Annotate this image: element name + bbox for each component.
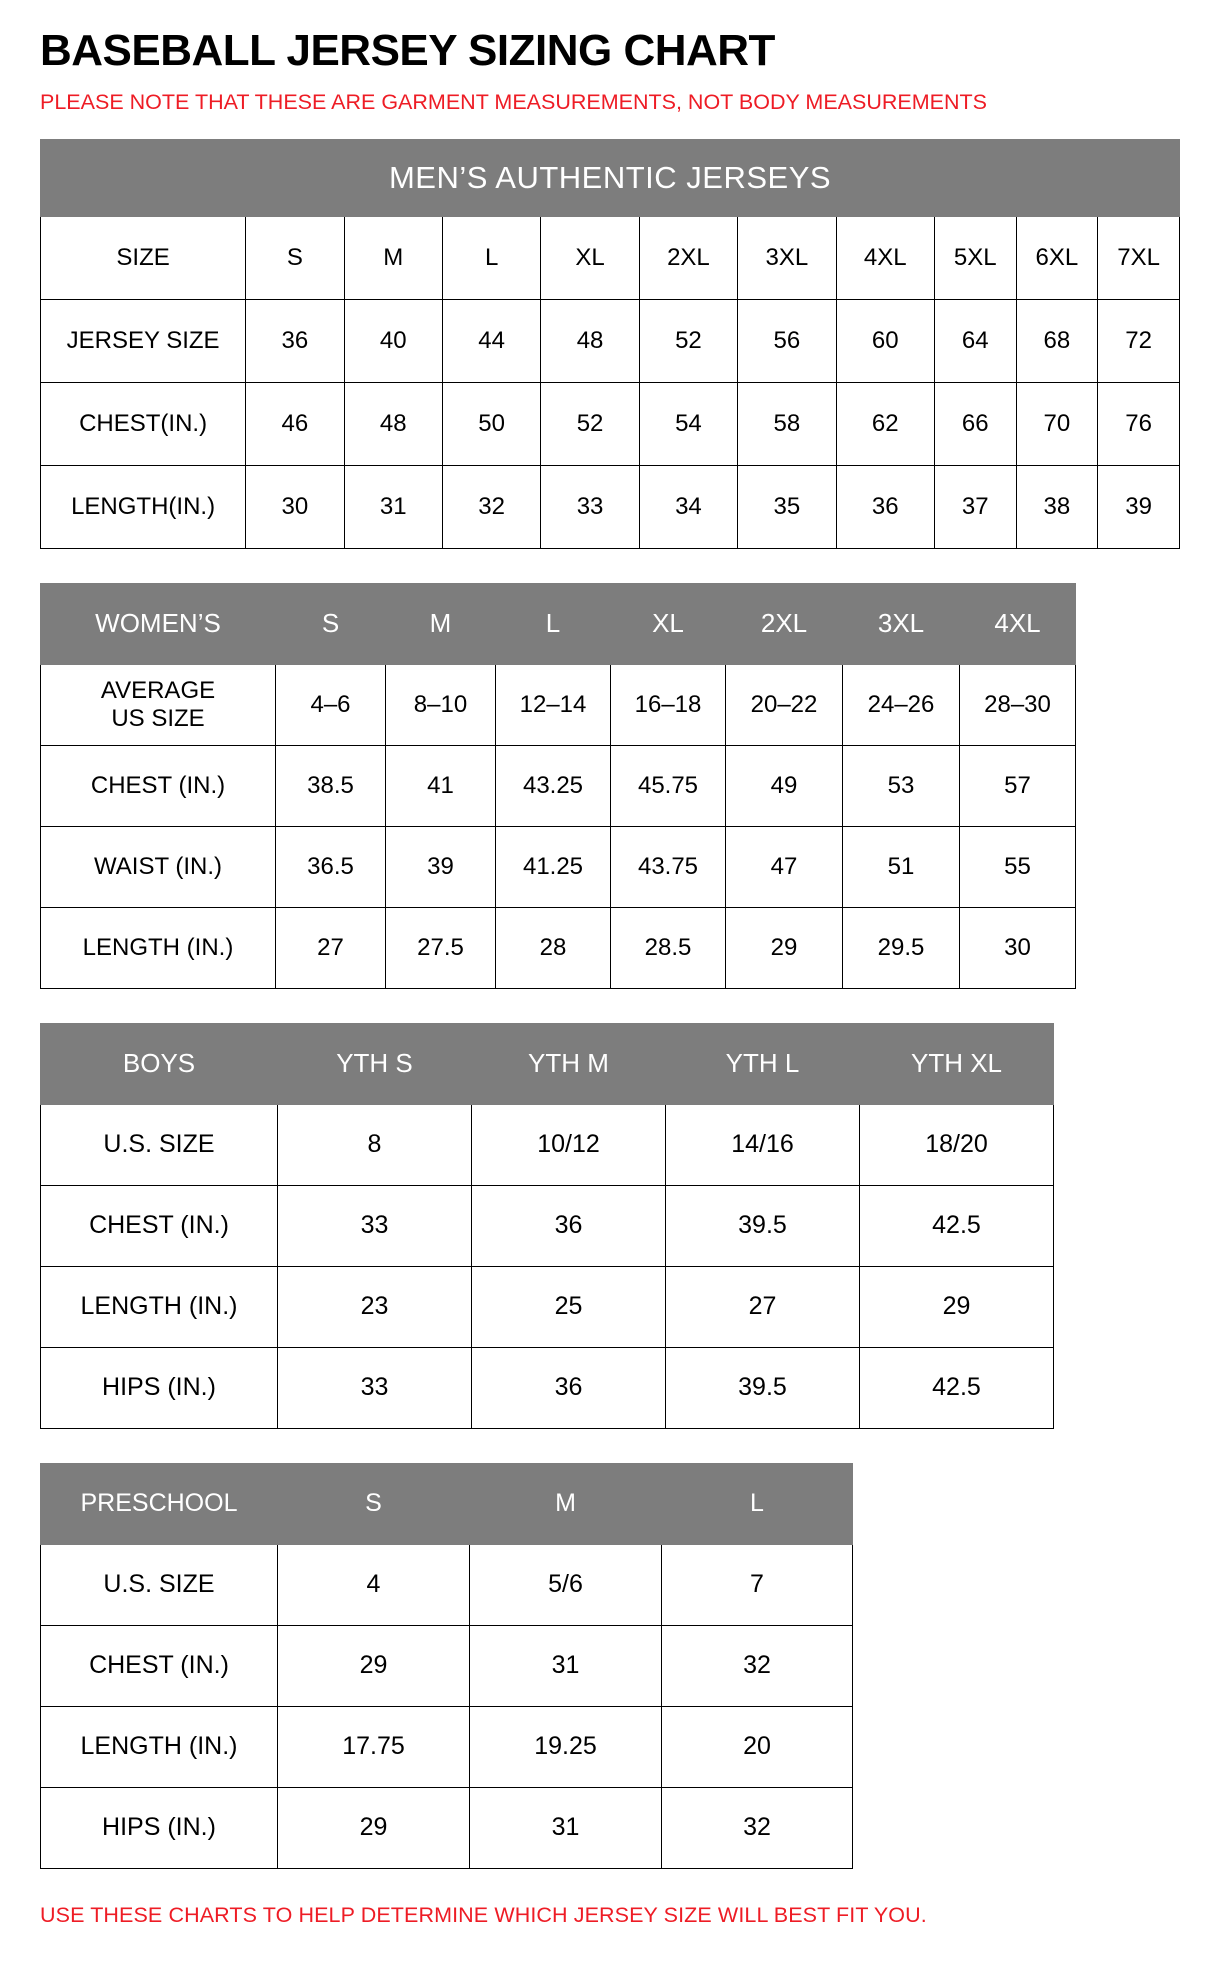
preschool-chest-1: 31 (470, 1625, 662, 1706)
mens-length-2: 32 (442, 465, 540, 548)
mens-chest-6: 62 (836, 382, 934, 465)
table-row (41, 1463, 853, 1544)
womens-row-label-line2: US SIZE (111, 704, 205, 732)
mens-size-7xl: 7XL (1098, 216, 1180, 299)
boys-us-size-0: 8 (278, 1104, 472, 1185)
table-row (41, 465, 1180, 548)
womens-us-size-5: 24–26 (843, 664, 960, 745)
mens-jersey-size-0: 36 (246, 299, 344, 382)
boys-size-yth-m: YTH M (472, 1023, 666, 1104)
mens-jersey-size-5: 56 (738, 299, 836, 382)
boys-chest-2: 39.5 (666, 1185, 860, 1266)
preschool-chest-0: 29 (278, 1625, 470, 1706)
womens-size-l: L (496, 583, 611, 664)
mens-size-xl: XL (541, 216, 639, 299)
preschool-chest-2: 32 (662, 1625, 853, 1706)
womens-sizing-table (40, 583, 1076, 989)
mens-size-s: S (246, 216, 344, 299)
table-row (41, 1625, 853, 1706)
womens-chest-6: 57 (960, 745, 1076, 826)
boys-hips-2: 39.5 (666, 1347, 860, 1428)
womens-size-2xl: 2XL (726, 583, 843, 664)
womens-size-3xl: 3XL (843, 583, 960, 664)
mens-size-2xl: 2XL (639, 216, 737, 299)
preschool-hips-1: 31 (470, 1787, 662, 1868)
preschool-size-m: M (470, 1463, 662, 1544)
womens-us-size-2: 12–14 (496, 664, 611, 745)
womens-length-4: 29 (726, 907, 843, 988)
mens-jersey-size-3: 48 (541, 299, 639, 382)
garment-measurement-note: PLEASE NOTE THAT THESE ARE GARMENT MEASUREMENTS, NOT BODY MEASUREMENTS (40, 90, 987, 115)
womens-size-4xl: 4XL (960, 583, 1076, 664)
mens-size-6xl: 6XL (1016, 216, 1098, 299)
womens-chest-3: 45.75 (611, 745, 726, 826)
womens-waist-5: 51 (843, 826, 960, 907)
womens-row-label-waist: WAIST (IN.) (41, 826, 276, 907)
womens-waist-3: 43.75 (611, 826, 726, 907)
mens-length-1: 31 (344, 465, 442, 548)
womens-row-label-length: LENGTH (IN.) (41, 907, 276, 988)
preschool-header-label: PRESCHOOL (41, 1463, 278, 1544)
womens-header-label: WOMEN’S (41, 583, 276, 664)
boys-size-yth-s: YTH S (278, 1023, 472, 1104)
womens-waist-6: 55 (960, 826, 1076, 907)
womens-us-size-3: 16–18 (611, 664, 726, 745)
mens-row-label-jersey-size: JERSEY SIZE (41, 299, 246, 382)
mens-chest-0: 46 (246, 382, 344, 465)
womens-length-6: 30 (960, 907, 1076, 988)
boys-chest-3: 42.5 (860, 1185, 1054, 1266)
mens-length-9: 39 (1098, 465, 1180, 548)
boys-length-1: 25 (472, 1266, 666, 1347)
mens-row-label-size: SIZE (41, 216, 246, 299)
preschool-length-1: 19.25 (470, 1706, 662, 1787)
preschool-us-size-1: 5/6 (470, 1544, 662, 1625)
boys-header-label: BOYS (41, 1023, 278, 1104)
preschool-hips-0: 29 (278, 1787, 470, 1868)
boys-chest-1: 36 (472, 1185, 666, 1266)
womens-length-1: 27.5 (386, 907, 496, 988)
table-row (41, 1787, 853, 1868)
table-row (41, 299, 1180, 382)
preschool-row-label-chest: CHEST (IN.) (41, 1625, 278, 1706)
mens-jersey-size-9: 72 (1098, 299, 1180, 382)
table-row (41, 382, 1180, 465)
table-row (41, 583, 1076, 664)
table-row (41, 1347, 1054, 1428)
boys-us-size-2: 14/16 (666, 1104, 860, 1185)
boys-hips-1: 36 (472, 1347, 666, 1428)
mens-chest-3: 52 (541, 382, 639, 465)
mens-banner: MEN’S AUTHENTIC JERSEYS (41, 139, 1180, 216)
boys-row-label-hips: HIPS (IN.) (41, 1347, 278, 1428)
table-row (41, 1185, 1054, 1266)
page-title: BASEBALL JERSEY SIZING CHART (40, 26, 775, 75)
table-row (41, 1104, 1054, 1185)
boys-length-2: 27 (666, 1266, 860, 1347)
womens-us-size-4: 20–22 (726, 664, 843, 745)
boys-size-yth-xl: YTH XL (860, 1023, 1054, 1104)
boys-hips-3: 42.5 (860, 1347, 1054, 1428)
preschool-us-size-0: 4 (278, 1544, 470, 1625)
boys-us-size-1: 10/12 (472, 1104, 666, 1185)
womens-chest-5: 53 (843, 745, 960, 826)
mens-chest-2: 50 (442, 382, 540, 465)
table-row (41, 139, 1180, 216)
womens-chest-2: 43.25 (496, 745, 611, 826)
table-row (41, 664, 1076, 745)
womens-us-size-1: 8–10 (386, 664, 496, 745)
mens-jersey-size-7: 64 (934, 299, 1016, 382)
mens-size-3xl: 3XL (738, 216, 836, 299)
womens-waist-4: 47 (726, 826, 843, 907)
womens-row-label-chest: CHEST (IN.) (41, 745, 276, 826)
boys-us-size-3: 18/20 (860, 1104, 1054, 1185)
womens-chest-0: 38.5 (276, 745, 386, 826)
boys-chest-0: 33 (278, 1185, 472, 1266)
table-row (41, 1706, 853, 1787)
boys-sizing-table (40, 1023, 1054, 1429)
mens-jersey-size-6: 60 (836, 299, 934, 382)
table-row (41, 907, 1076, 988)
table-row (41, 1023, 1054, 1104)
preschool-size-s: S (278, 1463, 470, 1544)
mens-size-4xl: 4XL (836, 216, 934, 299)
boys-size-yth-l: YTH L (666, 1023, 860, 1104)
womens-row-label-line1: AVERAGE (100, 676, 216, 704)
womens-length-3: 28.5 (611, 907, 726, 988)
table-row (41, 1266, 1054, 1347)
mens-length-6: 36 (836, 465, 934, 548)
womens-waist-0: 36.5 (276, 826, 386, 907)
mens-length-8: 38 (1016, 465, 1098, 548)
mens-jersey-size-1: 40 (344, 299, 442, 382)
womens-length-2: 28 (496, 907, 611, 988)
mens-length-3: 33 (541, 465, 639, 548)
womens-us-size-6: 28–30 (960, 664, 1076, 745)
mens-length-4: 34 (639, 465, 737, 548)
mens-chest-7: 66 (934, 382, 1016, 465)
womens-us-size-0: 4–6 (276, 664, 386, 745)
womens-length-5: 29.5 (843, 907, 960, 988)
boys-row-label-us-size: U.S. SIZE (41, 1104, 278, 1185)
womens-size-xl: XL (611, 583, 726, 664)
mens-chest-4: 54 (639, 382, 737, 465)
mens-jersey-size-4: 52 (639, 299, 737, 382)
womens-chest-1: 41 (386, 745, 496, 826)
mens-size-5xl: 5XL (934, 216, 1016, 299)
table-row (41, 826, 1076, 907)
preschool-length-0: 17.75 (278, 1706, 470, 1787)
boys-hips-0: 33 (278, 1347, 472, 1428)
boys-length-0: 23 (278, 1266, 472, 1347)
mens-row-label-length: LENGTH(IN.) (41, 465, 246, 548)
womens-chest-4: 49 (726, 745, 843, 826)
mens-chest-5: 58 (738, 382, 836, 465)
table-row (41, 1544, 853, 1625)
mens-size-m: M (344, 216, 442, 299)
boys-length-3: 29 (860, 1266, 1054, 1347)
preschool-hips-2: 32 (662, 1787, 853, 1868)
womens-row-label-average-us-size (41, 664, 276, 745)
womens-length-0: 27 (276, 907, 386, 988)
preschool-size-l: L (662, 1463, 853, 1544)
mens-length-5: 35 (738, 465, 836, 548)
mens-size-l: L (442, 216, 540, 299)
womens-waist-1: 39 (386, 826, 496, 907)
preschool-us-size-2: 7 (662, 1544, 853, 1625)
mens-jersey-size-2: 44 (442, 299, 540, 382)
mens-chest-1: 48 (344, 382, 442, 465)
mens-jersey-size-8: 68 (1016, 299, 1098, 382)
mens-chest-8: 70 (1016, 382, 1098, 465)
boys-row-label-chest: CHEST (IN.) (41, 1185, 278, 1266)
mens-length-0: 30 (246, 465, 344, 548)
mens-row-label-chest: CHEST(IN.) (41, 382, 246, 465)
womens-size-s: S (276, 583, 386, 664)
table-row (41, 745, 1076, 826)
mens-length-7: 37 (934, 465, 1016, 548)
table-row (41, 216, 1180, 299)
mens-chest-9: 76 (1098, 382, 1180, 465)
mens-sizing-table (40, 139, 1180, 549)
preschool-row-label-length: LENGTH (IN.) (41, 1706, 278, 1787)
footer-note: USE THESE CHARTS TO HELP DETERMINE WHICH JERSEY SIZE WILL BEST FIT YOU. (40, 1902, 927, 1927)
womens-size-m: M (386, 583, 496, 664)
preschool-length-2: 20 (662, 1706, 853, 1787)
boys-row-label-length: LENGTH (IN.) (41, 1266, 278, 1347)
preschool-row-label-us-size: U.S. SIZE (41, 1544, 278, 1625)
preschool-row-label-hips: HIPS (IN.) (41, 1787, 278, 1868)
womens-waist-2: 41.25 (496, 826, 611, 907)
preschool-sizing-table (40, 1463, 853, 1869)
